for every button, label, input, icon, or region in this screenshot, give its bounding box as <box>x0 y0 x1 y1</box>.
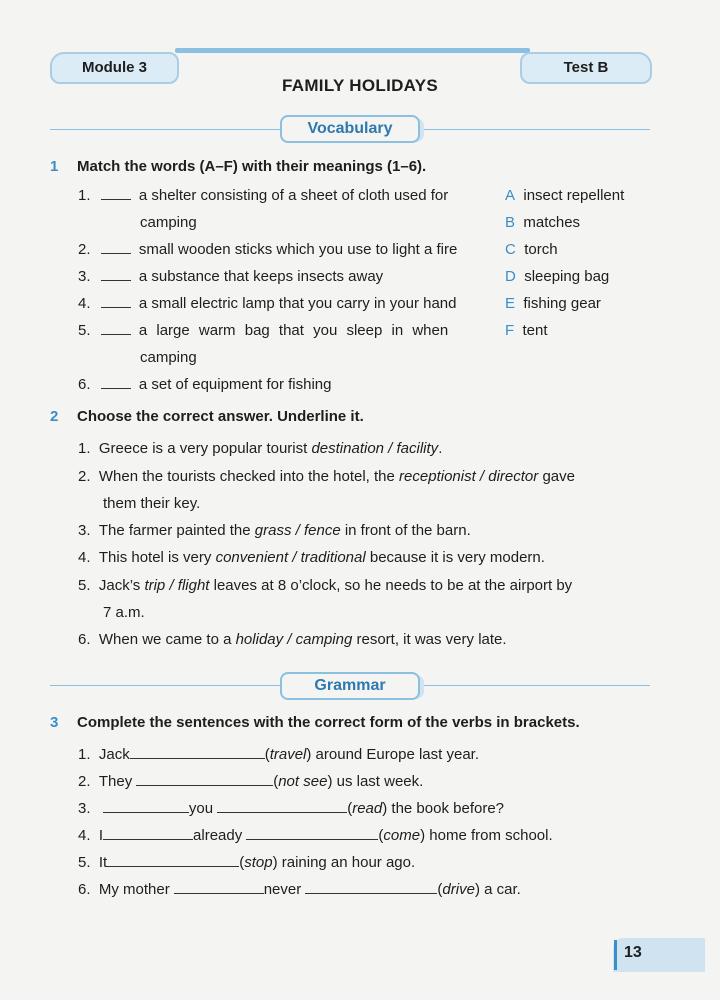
answer-blank[interactable] <box>101 322 131 335</box>
answer-blank[interactable] <box>103 800 189 813</box>
list-item: 4. I already (come) home from school. <box>78 827 553 844</box>
answer-blank[interactable] <box>101 268 131 281</box>
divider <box>50 685 282 686</box>
header-bar <box>175 48 530 53</box>
list-item-cont: camping <box>140 349 197 366</box>
option-f: F tent <box>505 322 548 339</box>
option-c: C torch <box>505 241 558 258</box>
divider <box>418 685 650 686</box>
option-a: A insect repellent <box>505 187 625 204</box>
answer-blank[interactable] <box>136 773 273 786</box>
divider <box>418 129 650 130</box>
exercise-title: Match the words (A–F) with their meanings (1–6). <box>77 158 427 175</box>
list-item: 5. a large warm bag that you sleep in when <box>78 322 449 339</box>
page-number-accent <box>614 940 617 970</box>
answer-blank[interactable] <box>174 881 264 894</box>
list-item: 6. a set of equipment for fishing <box>78 376 332 393</box>
list-item-cont: camping <box>140 214 197 231</box>
grammar-banner: Grammar <box>280 672 420 700</box>
page-title: FAMILY HOLIDAYS <box>282 76 438 95</box>
choice-text[interactable]: destination / facility <box>311 440 439 457</box>
choice-text[interactable]: receptionist / director <box>399 468 539 485</box>
list-item: 6. My mother never (drive) a car. <box>78 881 521 898</box>
list-item: 2. They (not see) us last week. <box>78 773 424 790</box>
option-b: B matches <box>505 214 581 231</box>
exercise-title: Choose the correct answer. Underline it. <box>77 408 364 425</box>
answer-blank[interactable] <box>101 241 131 254</box>
exercise-title: Complete the sentences with the correct form of the verbs in brackets. <box>77 714 580 731</box>
choice-text[interactable]: convenient / traditional <box>215 549 366 566</box>
answer-blank[interactable] <box>101 295 131 308</box>
answer-blank[interactable] <box>246 827 378 840</box>
list-item: 3. you (read) the book before? <box>78 800 505 817</box>
answer-blank[interactable] <box>103 827 193 840</box>
list-item: 1. a shelter consisting of a sheet of cloth used for <box>78 187 449 204</box>
test-label: Test B <box>520 52 652 84</box>
list-item: 1. Greece is a very popular tourist destination / facility. <box>78 440 443 457</box>
choice-text[interactable]: trip / flight <box>144 577 210 594</box>
exercise-number: 3 <box>50 714 59 731</box>
divider <box>50 129 282 130</box>
list-item-cont: them their key. <box>103 495 201 512</box>
module-label: Module 3 <box>50 52 179 84</box>
answer-blank[interactable] <box>305 881 437 894</box>
answer-blank[interactable] <box>101 187 131 200</box>
list-item: 3. a substance that keeps insects away <box>78 268 384 285</box>
list-item: 2. small wooden sticks which you use to light a fire <box>78 241 458 258</box>
answer-blank[interactable] <box>101 376 131 389</box>
exercise-number: 1 <box>50 158 59 175</box>
page-number: 13 <box>624 944 642 961</box>
choice-text[interactable]: grass / fence <box>254 522 341 539</box>
choice-text[interactable]: holiday / camping <box>235 631 353 648</box>
answer-blank[interactable] <box>107 854 239 867</box>
list-item: 5. Jack’s trip / flight leaves at 8 o’clock, so he needs to be at the airport by <box>78 577 573 594</box>
list-item: 4. This hotel is very convenient / traditional because it is very modern. <box>78 549 545 566</box>
list-item: 6. When we came to a holiday / camping resort, it was very late. <box>78 631 507 648</box>
vocabulary-banner: Vocabulary <box>280 115 420 143</box>
option-d: D sleeping bag <box>505 268 610 285</box>
list-item-cont: 7 a.m. <box>103 604 145 621</box>
list-item: 1. Jack (travel) around Europe last year. <box>78 746 479 763</box>
option-e: E fishing gear <box>505 295 601 312</box>
list-item: 2. When the tourists checked into the hotel, the receptionist / director gave <box>78 468 575 485</box>
list-item: 4. a small electric lamp that you carry in your hand <box>78 295 457 312</box>
exercise-number: 2 <box>50 408 59 425</box>
answer-blank[interactable] <box>130 746 265 759</box>
list-item: 3. The farmer painted the grass / fence in front of the barn. <box>78 522 471 539</box>
answer-blank[interactable] <box>217 800 347 813</box>
list-item: 5. It (stop) raining an hour ago. <box>78 854 416 871</box>
